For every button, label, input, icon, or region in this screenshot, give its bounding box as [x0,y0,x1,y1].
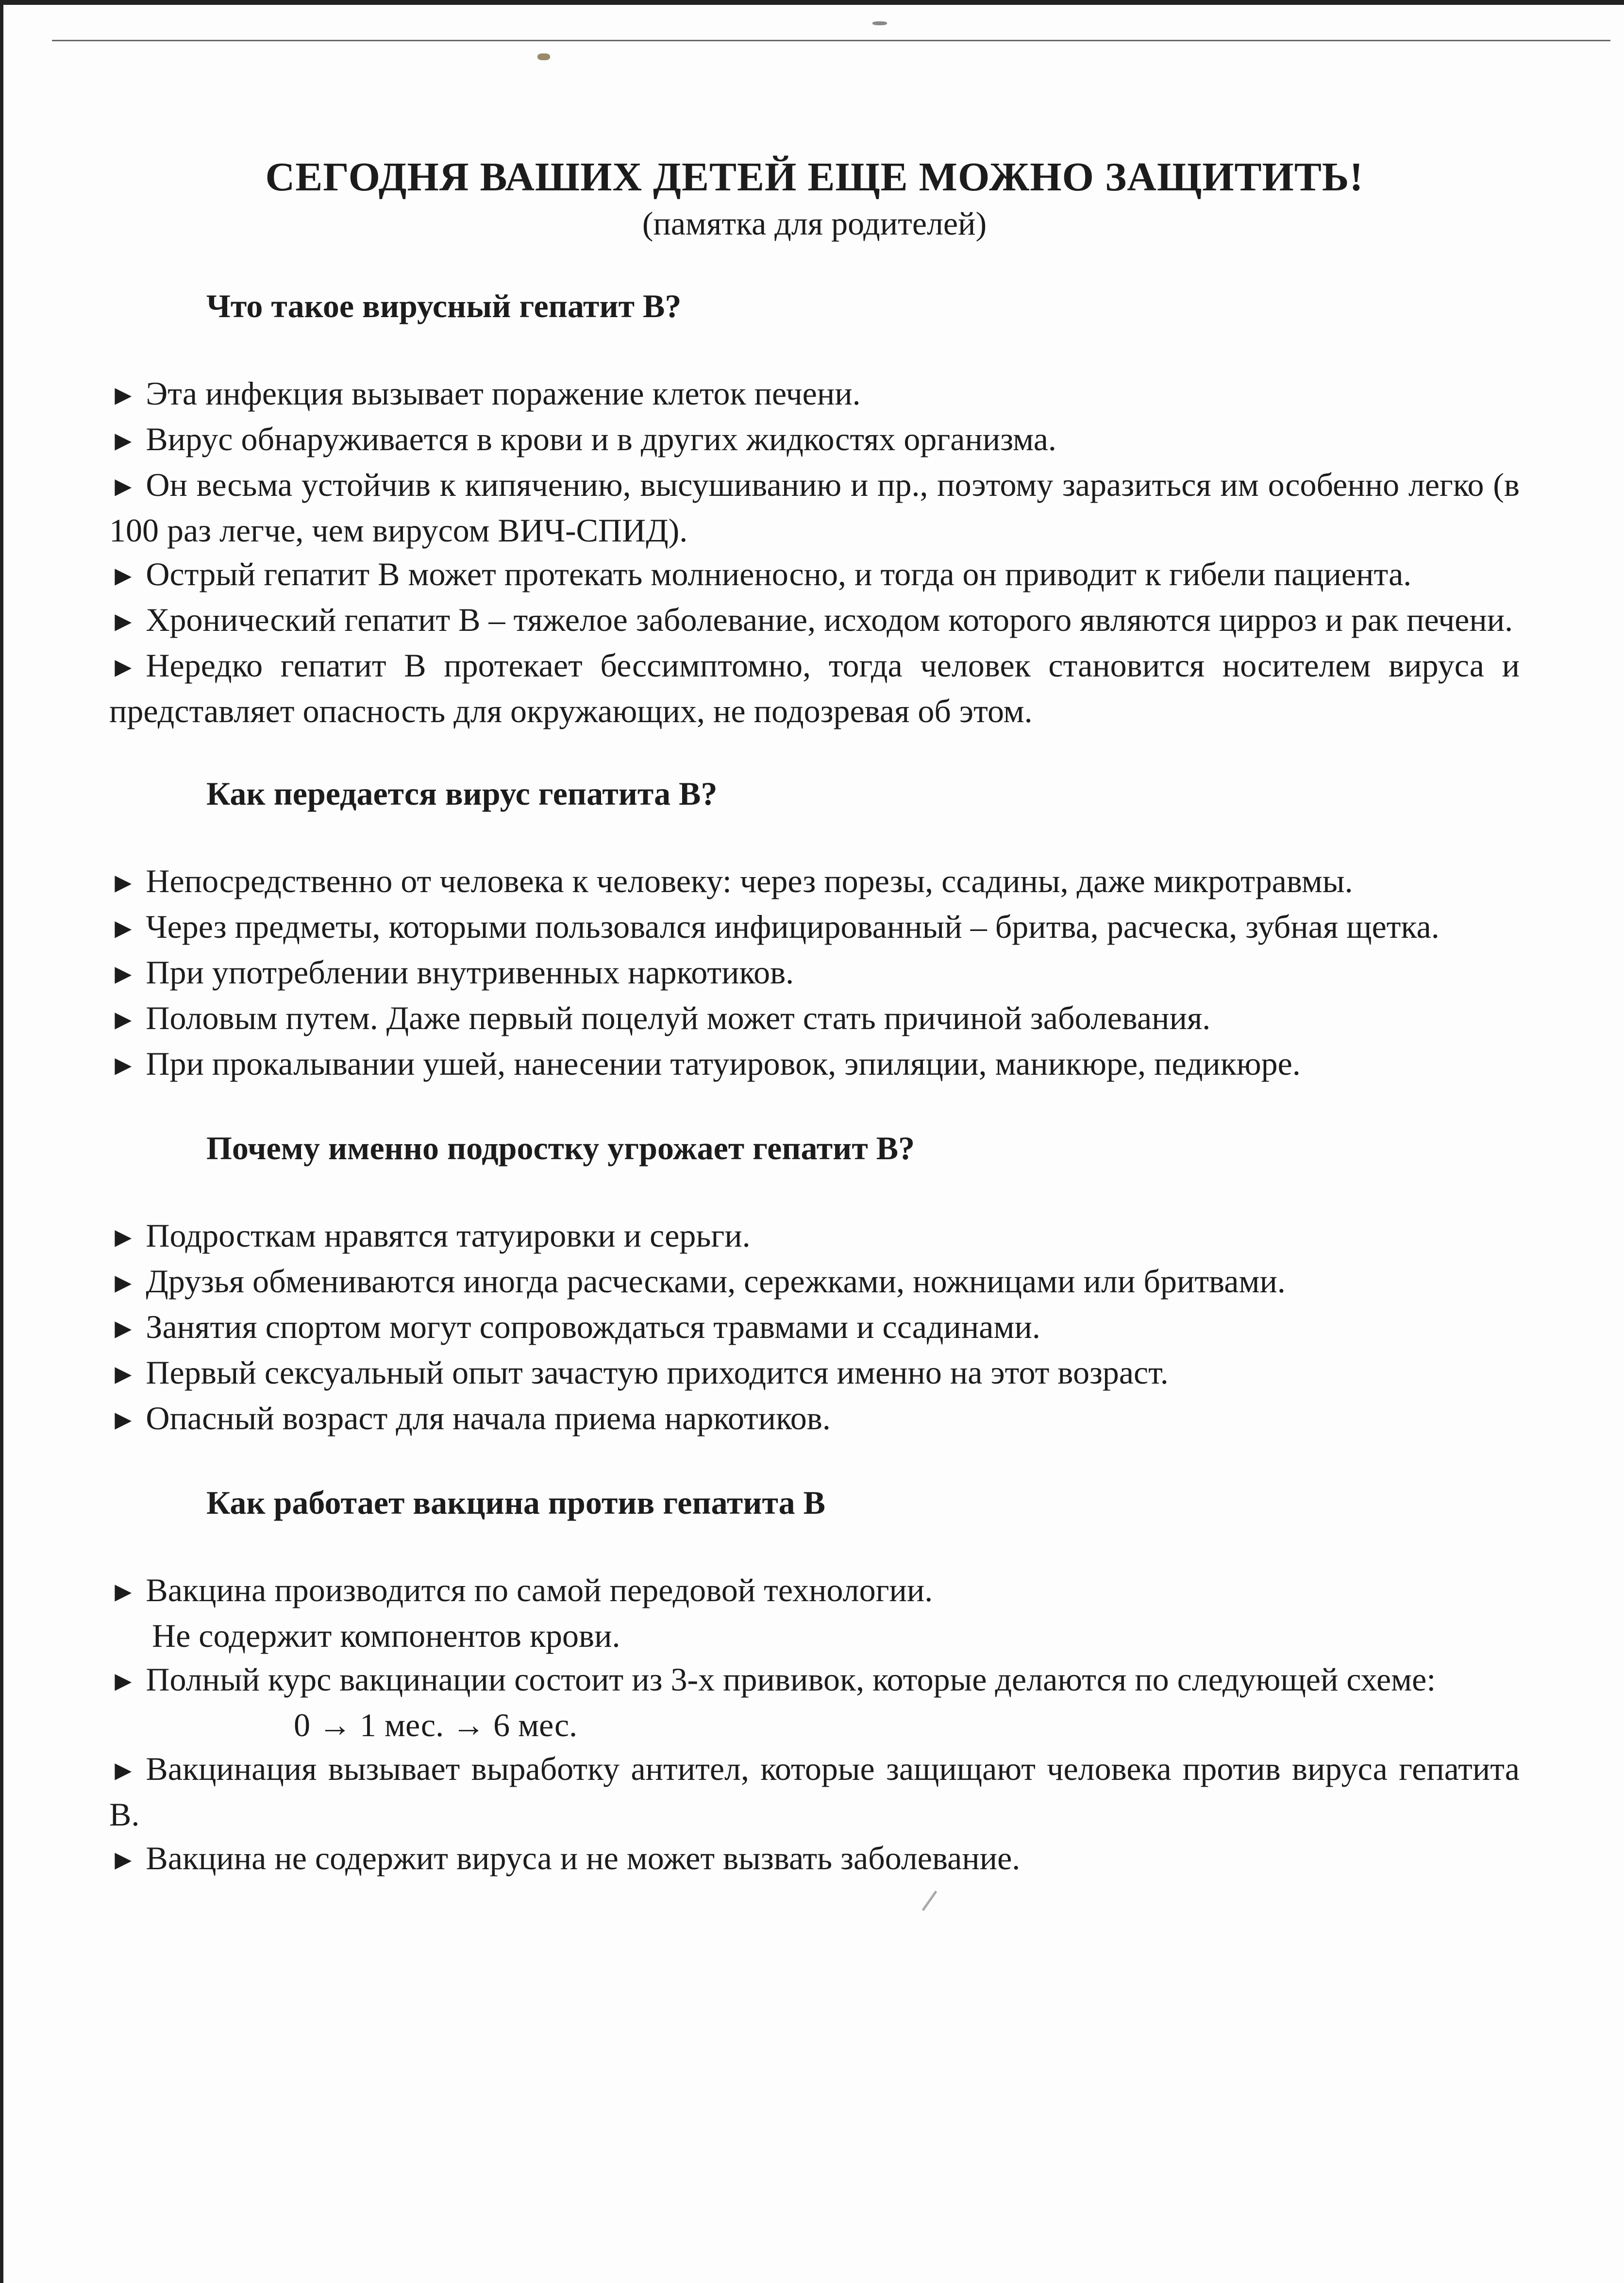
bullet-arrow-icon: ► [109,471,137,502]
list-item: ► Непосредственно от человека к человеку: через порезы, ссадины, даже микротравмы. [109,859,1520,905]
bullet-arrow-icon: ► [109,1358,137,1390]
scan-speck [537,53,550,60]
vaccination-schedule: 0 → 1 мес. → 6 мес. [294,1707,578,1743]
bullet-list [109,1214,1520,1442]
bullet-arrow-icon: ► [109,1004,137,1035]
bullet-arrow-icon: ► [109,1755,137,1786]
bullet-arrow-icon: ► [109,867,137,898]
section-heading: Что такое вирусный гепатит В? [206,287,682,324]
list-item: ► Полный курс вакцинации состоит из 3-х прививок, которые делаются по следующей схеме: [109,1657,1520,1703]
bullet-arrow-icon: ► [109,958,137,990]
document-content [109,153,1520,1921]
section-transmission [109,772,1520,1087]
page-subtitle: (памятка для родителей) [642,205,987,242]
list-item: ► Опасный возраст для начала приема наркотиков. [109,1396,1520,1442]
bullet-arrow-icon: ► [109,1576,137,1607]
bullet-arrow-icon: ► [109,1267,137,1299]
list-item: ► При прокалывании ушей, нанесении татуировок, эпиляции, маникюре, педикюре. [109,1042,1520,1087]
section-teen-risk [109,1126,1520,1442]
list-item: ► Эта инфекция вызывает поражение клеток печени. [109,372,1520,417]
section-vaccine [109,1481,1520,1882]
list-item: ► Вакцина производится по самой передовой технологии. [109,1568,1520,1614]
bullet-arrow-icon: ► [109,1404,137,1436]
list-item: ► Вакцинация вызывает выработку антител, которые защищают человека против вируса гепатита В. [109,1747,1520,1836]
list-item: ► Нередко гепатит В протекает бессимптомно, тогда человек становится носителем вируса и представляет опасность для окружающих, не подозревая об этом. [109,643,1520,733]
bullet-list [109,859,1520,1087]
bullet-arrow-icon: ► [109,1049,137,1081]
bullet-arrow-icon: ► [109,560,137,592]
scan-speck [872,21,887,25]
section-what-is-hepatitis-b [109,284,1520,733]
list-item: ► Подросткам нравятся татуировки и серьги. [109,1214,1520,1259]
list-item: ► Вакцина не содержит вируса и не может вызвать заболевание. [109,1836,1520,1882]
list-item: ► Хронический гепатит В – тяжелое заболевание, исходом которого являются цирроз и рак печени. [109,598,1520,643]
bullet-arrow-icon: ► [109,1221,137,1253]
top-rule-line [52,40,1610,41]
bullet-arrow-icon: ► [109,1313,137,1344]
list-item-continuation: Не содержит компонентов крови. [152,1617,620,1654]
page-title: СЕГОДНЯ ВАШИХ ДЕТЕЙ ЕЩЕ МОЖНО ЗАЩИТИТЬ! [265,154,1364,200]
bullet-arrow-icon: ► [109,606,137,637]
bullet-list [109,372,1520,733]
list-item: ► Через предметы, которыми пользовался инфицированный – бритва, расческа, зубная щетка. [109,905,1520,950]
list-item: ► Первый сексуальный опыт зачастую приходится именно на этот возраст. [109,1351,1520,1396]
bullet-arrow-icon: ► [109,651,137,683]
bullet-arrow-icon: ► [109,379,137,411]
bullet-arrow-icon: ► [109,1665,137,1697]
bullet-arrow-icon: ► [109,1844,137,1876]
list-item: ► Половым путем. Даже первый поцелуй может стать причиной заболевания. [109,996,1520,1042]
bullet-arrow-icon: ► [109,425,137,457]
section-heading: Как работает вакцина против гепатита В [206,1484,826,1521]
list-item: ► Друзья обмениваются иногда расческами, сережками, ножницами или бритвами. [109,1259,1520,1305]
bullet-arrow-icon: ► [109,913,137,944]
list-item: ► Он весьма устойчив к кипячению, высушиванию и пр., поэтому заразиться им особенно легко (в 100 раз легче, чем вирусом ВИЧ-СПИД). [109,463,1520,552]
list-item: ► Острый гепатит В может протекать молниеносно, и тогда он приводит к гибели пациента. [109,552,1520,598]
list-item: ► Вирус обнаруживается в крови и в других жидкостях организма. [109,417,1520,463]
list-item: ► При употреблении внутривенных наркотиков. [109,950,1520,996]
list-item: ► Занятия спортом могут сопровождаться травмами и ссадинами. [109,1305,1520,1351]
section-heading: Как передается вирус гепатита В? [206,775,718,812]
bullet-list [109,1568,1520,1882]
section-heading: Почему именно подростку угрожает гепатит В? [206,1130,915,1167]
